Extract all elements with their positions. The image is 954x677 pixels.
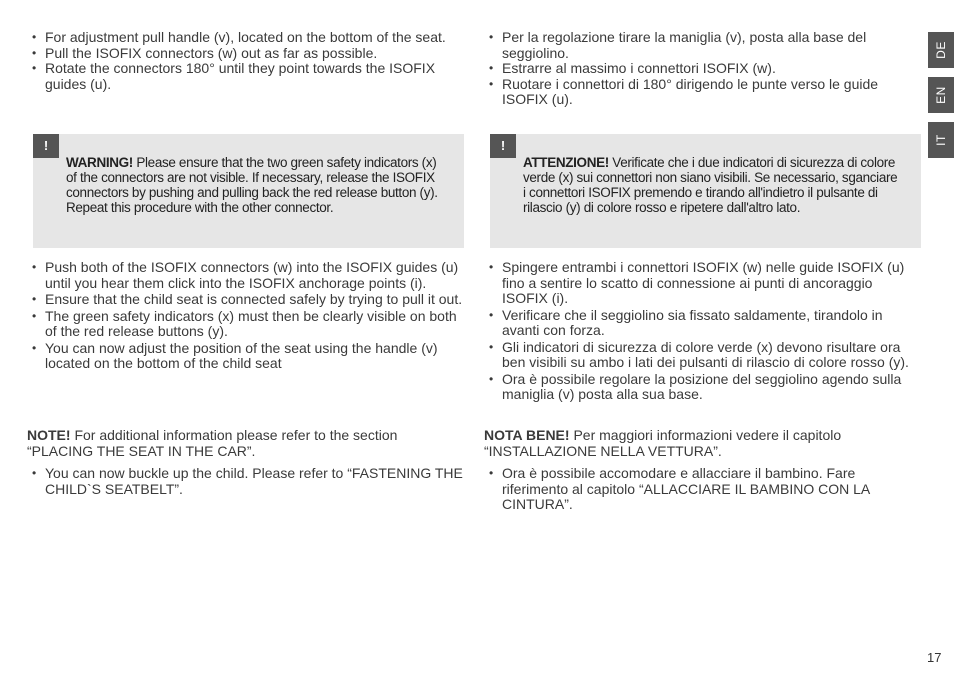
en-note xyxy=(27,428,467,459)
en-top-list xyxy=(32,30,464,92)
tab-label: IT xyxy=(933,134,948,146)
warning-label: WARNING! xyxy=(66,155,133,170)
language-tab-de[interactable] xyxy=(928,32,954,68)
it-note xyxy=(484,428,924,459)
list-item: • Ensure that the child seat is connected safely by trying to pull it out. xyxy=(32,292,464,308)
list-item: • Ora è possibile regolare la posizione del seggiolino agendo sulla maniglia (v) posta alla sua base. xyxy=(489,372,921,403)
it-warning-text xyxy=(523,155,903,215)
note-body: For additional information please refer to the section “PLACING THE SEAT IN THE CAR”. xyxy=(27,427,398,459)
warning-label: ATTENZIONE! xyxy=(523,155,609,170)
en-bottom-list xyxy=(32,466,464,497)
it-warning-box xyxy=(490,134,921,248)
it-top-list xyxy=(489,30,921,108)
en-warning-box xyxy=(33,134,464,248)
list-item: • Spingere entrambi i connettori ISOFIX (w) nelle guide ISOFIX (u) fino a sentire lo scatto di connessione ai punti di ancoraggio ISOFIX (i). xyxy=(489,260,921,307)
list-item: • Pull the ISOFIX connectors (w) out as far as possible. xyxy=(32,46,464,62)
tab-label: DE xyxy=(933,41,948,59)
list-item: • Estrarre al massimo i connettori ISOFIX (w). xyxy=(489,61,921,77)
language-tab-en[interactable] xyxy=(928,77,954,113)
note-label: NOTA BENE! xyxy=(484,427,570,443)
list-item: • The green safety indicators (x) must then be clearly visible on both of the red release buttons (y). xyxy=(32,309,464,340)
warning-body: Verificate che i due indicatori di sicurezza di colore verde (x) sui connettori non siano visibili. Se necessario, sganciare i connettori ISOFIX premendo e tirando all'indietro il pulsante di rilascio (y) di colore rosso e ripetere dall'altro lato. xyxy=(523,155,898,215)
page-number: 17 xyxy=(927,650,942,665)
list-item: • Per la regolazione tirare la maniglia (v), posta alla base del seggiolino. xyxy=(489,30,921,61)
note-body: Per maggiori informazioni vedere il capitolo “INSTALLAZIONE NELLA VETTURA”. xyxy=(484,427,842,459)
language-tab-it[interactable] xyxy=(928,122,954,158)
en-warning-text xyxy=(66,155,446,215)
it-bottom-list xyxy=(489,466,921,513)
list-item: • Ruotare i connettori di 180° dirigendo le punte verso le guide ISOFIX (u). xyxy=(489,77,921,108)
list-item: • You can now buckle up the child. Please refer to “FASTENING THE CHILD`S SEATBELT”. xyxy=(32,466,464,497)
list-item: • Gli indicatori di sicurezza di colore verde (x) devono risultare ora ben visibili su ambo i lati dei pulsanti di rilascio di colore rosso (y). xyxy=(489,340,921,371)
en-middle-list xyxy=(32,260,464,373)
warning-icon: ! xyxy=(33,134,59,158)
warning-body: Please ensure that the two green safety indicators (x) of the connectors are not visible. If necessary, release the ISOFIX connectors by pushing and pulling back the red release button (y). Repeat this procedure with the other connector. xyxy=(66,155,438,215)
warning-icon: ! xyxy=(490,134,516,158)
list-item: • Push both of the ISOFIX connectors (w) into the ISOFIX guides (u) until you hear them click into the ISOFIX anchorage points (i). xyxy=(32,260,464,291)
list-item: • Rotate the connectors 180° until they point towards the ISOFIX guides (u). xyxy=(32,61,464,92)
it-middle-list xyxy=(489,260,921,404)
list-item: • For adjustment pull handle (v), located on the bottom of the seat. xyxy=(32,30,464,46)
list-item: • You can now adjust the position of the seat using the handle (v) located on the bottom of the child seat xyxy=(32,341,464,372)
list-item: • Verificare che il seggiolino sia fissato saldamente, tirandolo in avanti con forza. xyxy=(489,308,921,339)
tab-label: EN xyxy=(933,86,948,104)
note-label: NOTE! xyxy=(27,427,71,443)
list-item: • Ora è possibile accomodare e allacciare il bambino. Fare riferimento al capitolo “ALLACCIARE IL BAMBINO CON LA CINTURA”. xyxy=(489,466,921,513)
